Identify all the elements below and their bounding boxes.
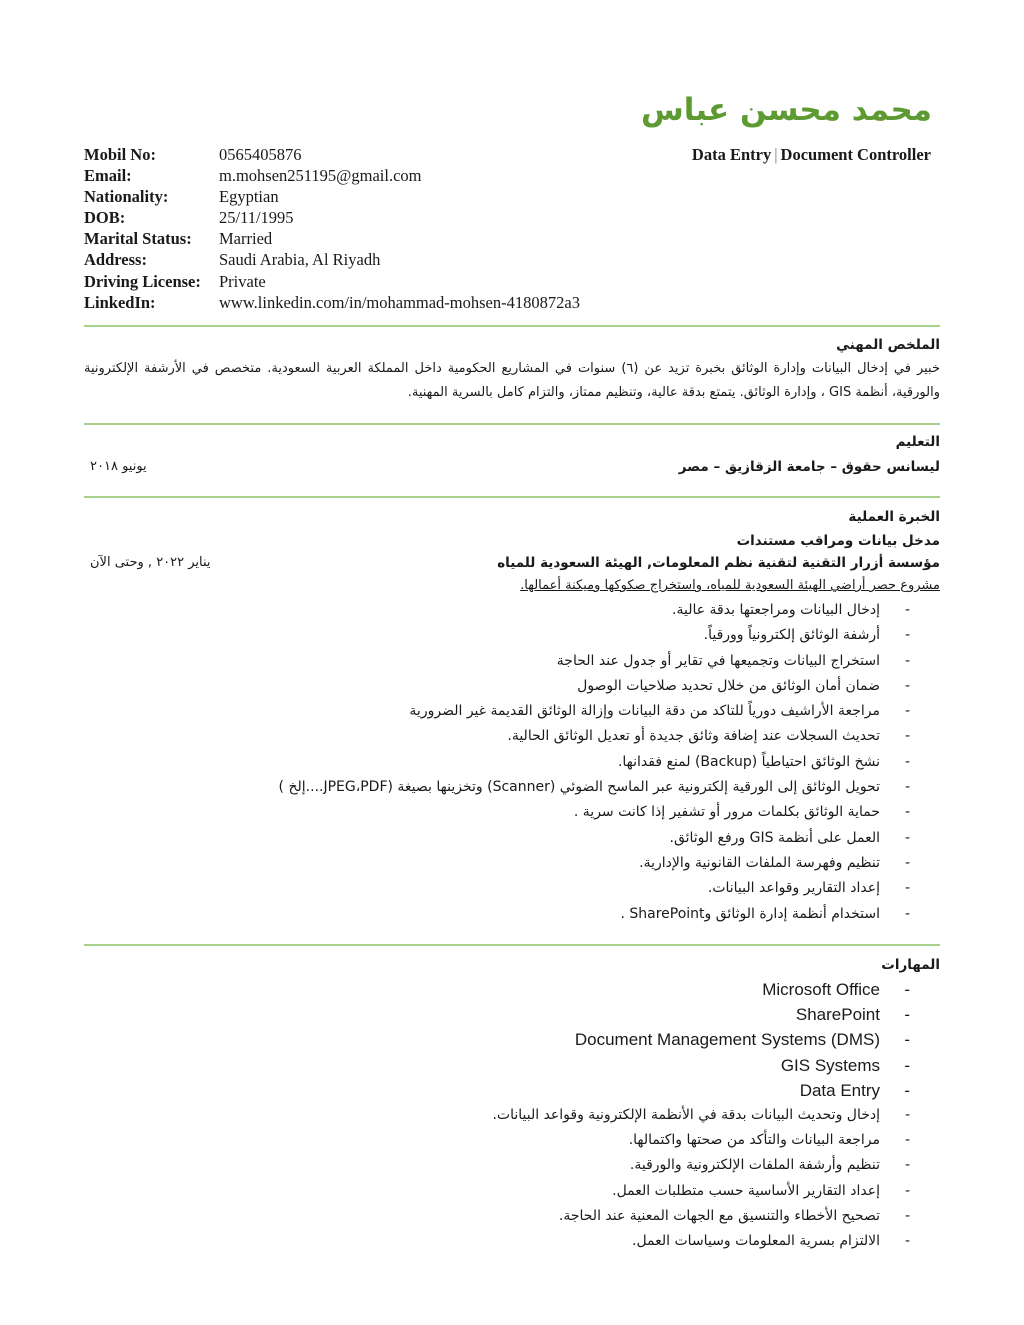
- education-date: يونيو ٢٠١٨: [90, 459, 147, 474]
- list-item: - ضمان أمان الوثائق من خلال تحديد صلاحيات الوصول: [279, 674, 940, 699]
- info-label: Marital Status:: [84, 229, 192, 249]
- info-value: 0565405876: [219, 145, 302, 164]
- list-item: - استخدام أنظمة إدارة الوثائق وSharePoint .: [279, 902, 940, 927]
- job-roles: [692, 145, 931, 165]
- info-label: Driving License:: [84, 271, 201, 291]
- role-document-controller: Document Controller: [780, 145, 931, 164]
- list-item: - GIS Systems: [492, 1053, 940, 1078]
- info-value: Egyptian: [219, 187, 279, 207]
- list-item: - Microsoft Office: [492, 977, 940, 1002]
- list-item: - تحديث السجلات عند إضافة وثائق جديدة أو تعديل الوثائق الحالية.: [279, 724, 940, 749]
- info-label: Address:: [84, 250, 147, 270]
- info-row-email: [84, 165, 580, 186]
- info-label: LinkedIn:: [84, 292, 156, 312]
- personal-info: [84, 144, 580, 313]
- section-divider: [84, 944, 940, 946]
- duties-list: [279, 598, 940, 927]
- company-name: مؤسسة أزرار التقنية لتقنية نظم المعلومات, الهيئة السعودية للمياه: [497, 555, 940, 571]
- list-item: - إعداد التقارير الأساسية حسب متطلبات العمل.: [492, 1179, 940, 1204]
- list-item: - Data Entry: [492, 1078, 940, 1103]
- list-item: - الالتزام بسرية المعلومات وسياسات العمل.: [492, 1229, 940, 1254]
- info-row-linkedin: [84, 292, 580, 313]
- info-value: Saudi Arabia, Al Riyadh: [219, 250, 381, 270]
- list-item: - العمل على أنظمة GIS ورفع الوثائق.: [279, 826, 940, 851]
- list-item: - SharePoint: [492, 1002, 940, 1027]
- list-item: - إعداد التقارير وقواعد البيانات.: [279, 876, 940, 901]
- info-row-dob: [84, 207, 580, 228]
- info-row-marital-status: [84, 228, 580, 249]
- list-item: - مراجعة البيانات والتأكد من صحتها واكتمالها.: [492, 1128, 940, 1153]
- role-separator: |: [774, 145, 778, 164]
- section-divider: [84, 496, 940, 498]
- education-heading: التعليم: [895, 434, 940, 450]
- skills-heading: المهارات: [881, 957, 940, 973]
- list-item: - استخراج البيانات وتجميعها في تقاير أو جدول عند الحاجة: [279, 649, 940, 674]
- list-item: - تنظيم وفهرسة الملفات القانونية والإدارية.: [279, 851, 940, 876]
- project-name: مشروع حصر أراضي الهيئة السعودية للمياه، واستخراج صكوكها وميكنة أعمالها.: [520, 578, 940, 593]
- info-label: Nationality:: [84, 187, 169, 207]
- experience-date: يناير ٢٠٢٢ , وحتى الآن: [90, 555, 211, 570]
- info-value: Married: [219, 229, 273, 249]
- info-row-nationality: [84, 186, 580, 207]
- summary-heading: الملخص المهني: [836, 337, 940, 353]
- role-data-entry: Data Entry: [691, 145, 772, 164]
- info-row-mobile: [84, 144, 580, 165]
- info-value: m.mohsen251195@gmail.com: [219, 166, 422, 186]
- list-item: - مراجعة الأراشيف دورياً للتاكد من دقة البيانات وإزالة الوثائق القديمة غير الضرورية: [279, 699, 940, 724]
- info-value: 25/11/1995: [219, 208, 294, 228]
- info-label: Mobil No:: [84, 145, 156, 164]
- experience-heading: الخبرة العملية: [848, 509, 940, 525]
- info-row-address: [84, 249, 580, 270]
- list-item: - تصحيح الأخطاء والتنسيق مع الجهات المعنية عند الحاجة.: [492, 1204, 940, 1229]
- list-item: - Document Management Systems (DMS): [492, 1027, 940, 1052]
- list-item: - حماية الوثائق بكلمات مرور أو تشفير إذا كانت سرية .: [279, 800, 940, 825]
- list-item: - إدخال وتحديث البيانات بدقة في الأنظمة الإلكترونية وقواعد البيانات.: [492, 1103, 940, 1128]
- info-label: DOB:: [84, 208, 126, 228]
- list-item: - تنظيم وأرشفة الملفات الإلكترونية والورقية.: [492, 1153, 940, 1178]
- list-item: - أرشفة الوثائق إلكترونياً وورقياً.: [279, 623, 940, 648]
- job-title: مدخل بيانات ومراقب مستندات: [736, 533, 940, 549]
- list-item: - إدخال البيانات ومراجعتها بدقة عالية.: [279, 598, 940, 623]
- education-degree: ليسانس حقوق – جامعة الزقازيق – مصر: [678, 459, 940, 475]
- summary-text: خبير في إدخال البيانات وإدارة الوثائق بخبرة تزيد عن (٦) سنوات في المشاريع الحكومية داخل المملكة العربية السعودية. متخصص في الأرشفة الإلكترونية والورقية، أنظمة GIS ، وإدارة الوثائق. يتمتع بدقة عالية، وتنظيم ممتاز، والتزام كامل بالسرية المهنية.: [84, 361, 940, 400]
- linkedin-link[interactable]: www.linkedin.com/in/mohammad-mohsen-4180872a3: [219, 292, 580, 312]
- section-divider: [84, 325, 940, 327]
- skills-list: [492, 977, 940, 1254]
- info-label: Email:: [84, 166, 132, 186]
- section-divider: [84, 423, 940, 425]
- applicant-name: محمد محسن عباس: [640, 92, 932, 128]
- info-value: Private: [219, 271, 266, 291]
- list-item: - تحويل الوثائق إلى الورقية إلكترونية عبر الماسح الضوئي (Scanner) وتخزينها بصيغة (JPEG،PDF....إلخ ): [279, 775, 940, 800]
- info-row-driving-license: [84, 271, 580, 292]
- list-item: - نشخ الوثائق احتياطياً (Backup) لمنع فقدانها.: [279, 750, 940, 775]
